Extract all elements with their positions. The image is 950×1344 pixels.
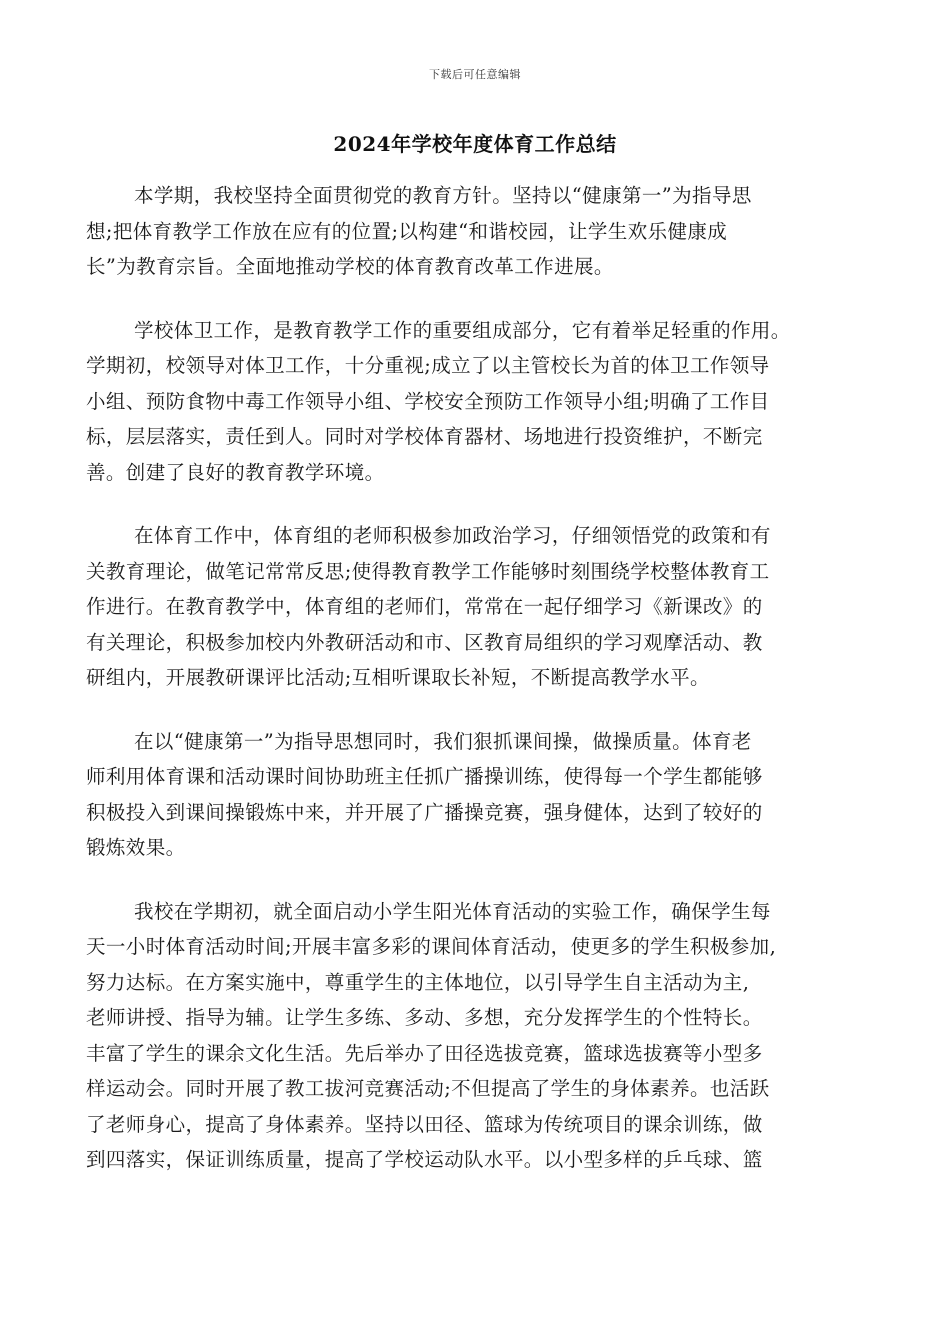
text-line: 在体育工作中，体育组的老师积极参加政治学习，仔细领悟党的政策和有 [134,524,771,547]
text-line: 锻炼效果。 [86,836,186,859]
text-line: 天一小时体育活动时间;开展丰富多彩的课间体育活动，使更多的学生积极参加, [86,935,777,958]
header-note: 下载后可任意编辑 [429,68,521,81]
text-line: 在以“健康第一”为指导思想同时，我们狠抓课间操，做操质量。体育老 [134,729,752,753]
text-line: 想;把体育教学工作放在应有的位置;以构建“和谐校园，让学生欢乐健康成 [86,219,728,243]
text-line: 丰富了学生的课余文化生活。先后举办了田径选拔竞赛，篮球选拔赛等小型多 [86,1041,763,1065]
text-line: 我校在学期初，就全面启动小学生阳光体育活动的实验工作，确保学生每 [134,899,771,923]
text-line: 师利用体育课和活动课时间协助班主任抓广播操训练，使得每一个学生都能够 [86,765,763,788]
text-line: 作进行。在教育教学中，体育组的老师们，常常在一起仔细学习《新课改》的 [86,595,763,618]
paragraph [86,178,866,285]
text-line: 研组内，开展教研课评比活动;互相听课取长补短，不断提高教学水平。 [86,666,710,689]
text-line: 有关理论，积极参加校内外教研活动和市、区教育局组织的学习观摩活动、教 [86,630,763,654]
text-line: 善。创建了良好的教育教学环境。 [86,460,385,484]
text-line: 到四落实，保证训练质量，提高了学校运动队水平。以小型多样的乒乓球、篮 [86,1148,763,1171]
text-line: 小组、预防食物中毒工作领导小组、学校安全预防工作领导小组;明确了工作目 [86,389,770,413]
document-body [86,178,866,1206]
text-line: 关教育理论，做笔记常常反思;使得教育教学工作能够时刻围绕学校整体教育工 [86,559,770,583]
page-title: 2024年学校年度体育工作总结 [333,132,617,156]
text-line: 标，层层落实，责任到人。同时对学校体育器材、场地进行投资维护，不断完 [86,425,763,448]
text-line: 努力达标。在方案实施中，尊重学生的主体地位，以引导学生自主活动为主, [86,970,750,994]
text-line: 积极投入到课间操锻炼中来，并开展了广播操竞赛，强身健体，达到了较好的 [86,800,763,824]
paragraph [86,894,866,1178]
text-line: 学校体卫工作，是教育教学工作的重要组成部分，它有着举足轻重的作用。 [134,318,791,342]
text-line: 本学期，我校坚持全面贯彻党的教育方针。坚持以“健康第一”为指导思 [134,184,752,207]
text-line: 长”为教育宗旨。全面地推动学校的体育教育改革工作进展。 [86,255,614,278]
text-line: 样运动会。同时开展了教工拔河竞赛活动;不但提高了学生的身体素养。也活跃 [86,1077,770,1100]
paragraph [86,518,866,696]
text-line: 老师讲授、指导为辅。让学生多练、多动、多想，充分发挥学生的个性特长。 [86,1006,763,1029]
paragraph [86,724,866,866]
text-line: 学期初，校领导对体卫工作，十分重视;成立了以主管校长为首的体卫工作领导 [86,354,770,377]
text-line: 了老师身心，提高了身体素养。坚持以田径、篮球为传统项目的课余训练，做 [86,1112,763,1136]
paragraph [86,313,866,491]
